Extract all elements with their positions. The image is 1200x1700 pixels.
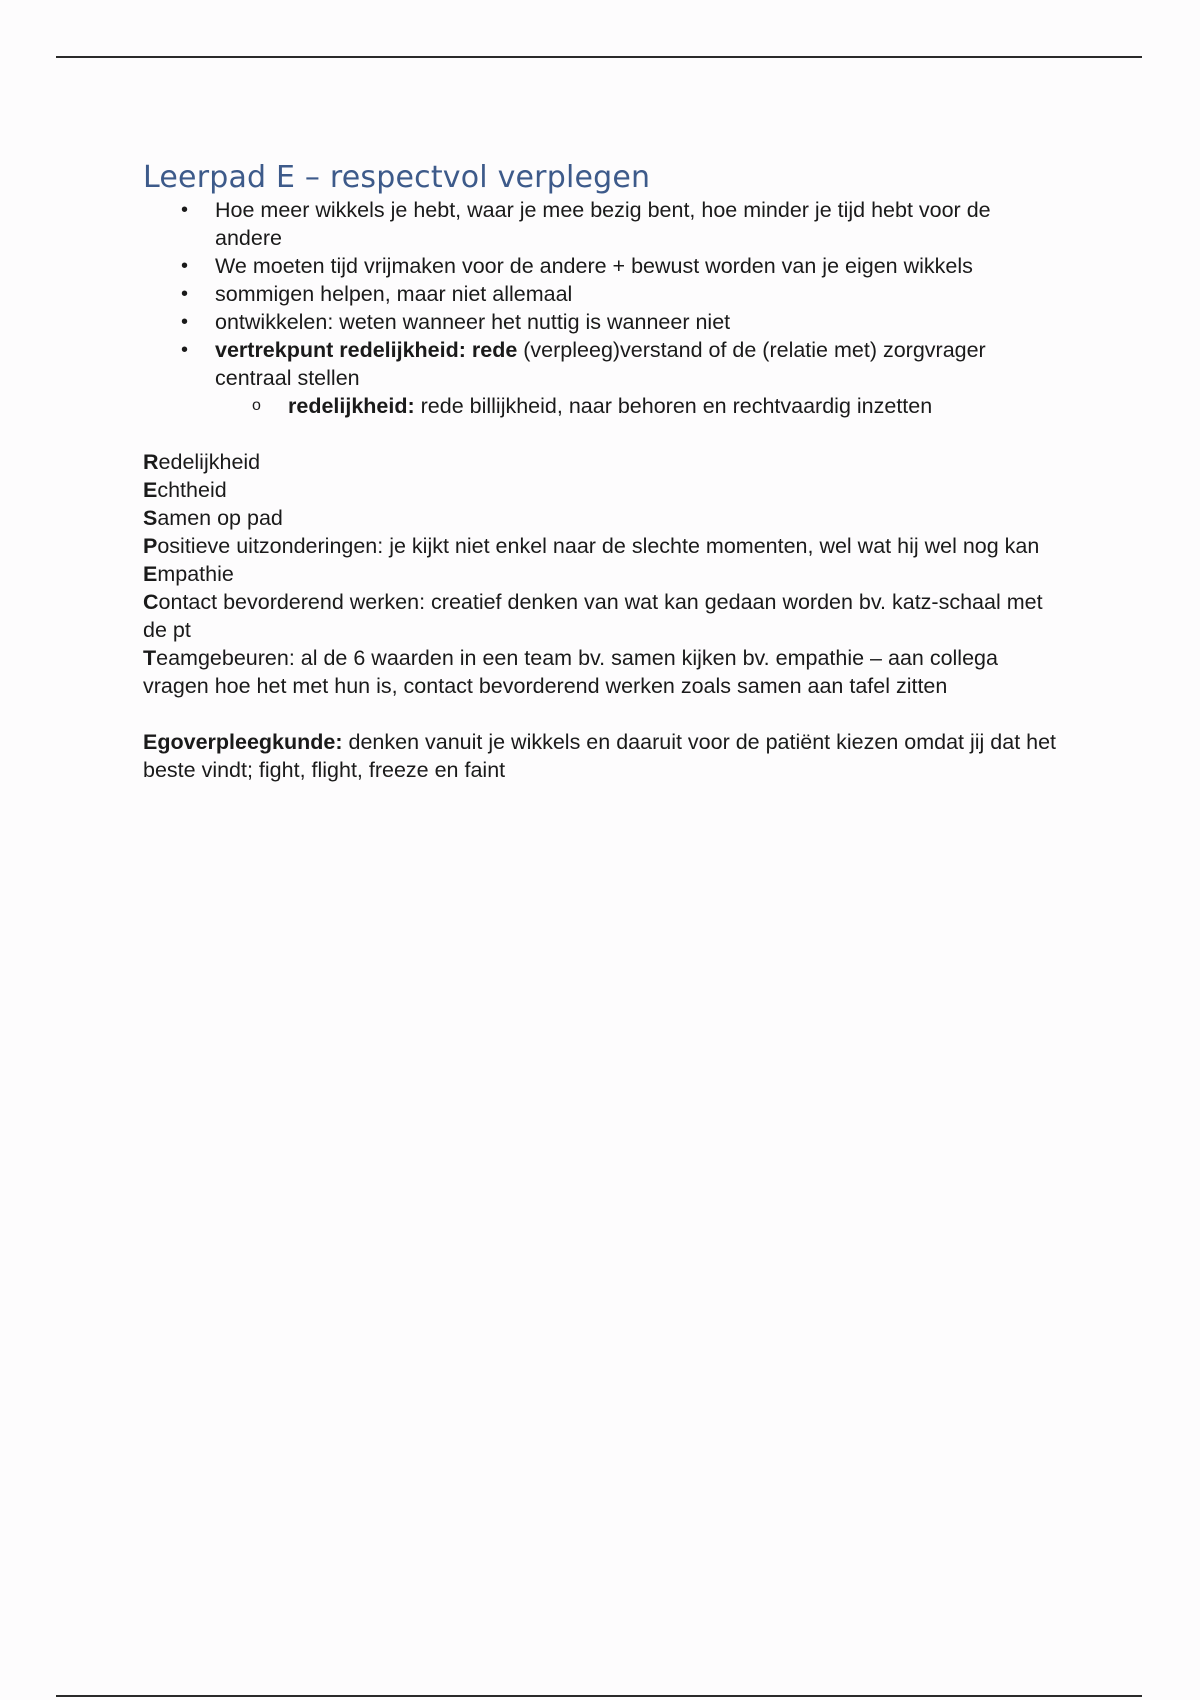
page-title: Leerpad E – respectvol verplegen: [143, 160, 651, 195]
bullet-list: [143, 196, 1063, 420]
list-item-text: Hoe meer wikkels je hebt, waar je mee bezig bent, hoe minder je tijd hebt voor de andere: [215, 198, 991, 250]
list-item-bold-text: vertrekpunt redelijkheid: rede: [215, 338, 518, 362]
acronym-text: eamgebeuren: al de 6 waarden in een team bv. samen kijken bv. empathie – aan collega vragen hoe het met hun is, contact bevorderend werken zoals samen aan tafel zitten: [143, 646, 998, 698]
circle-bullet-icon: o: [252, 397, 261, 414]
top-rule: [56, 56, 1142, 58]
definition-text: denken vanuit je wikkels en daaruit voor de patiënt kiezen omdat jij dat het beste vindt; fight, flight, freeze en faint: [143, 730, 1057, 782]
acronym-line: [143, 644, 1063, 700]
list-item: [143, 252, 1063, 280]
acronym-text: mpathie: [157, 562, 234, 586]
acronym-line: [143, 560, 1063, 588]
acronym-text: edelijkheid: [158, 450, 261, 474]
acronym-letter: C: [143, 590, 159, 614]
list-item-text: (verpleeg)verstand of de (relatie met) zorgvrager centraal stellen: [215, 338, 986, 390]
acronym-letter: S: [143, 506, 158, 530]
bullet-icon: •: [181, 339, 189, 361]
list-item: [143, 308, 1063, 336]
acronym-block: [143, 448, 1063, 700]
sub-bullet-list: [215, 392, 1063, 420]
list-item: [143, 336, 1063, 420]
acronym-text: amen op pad: [157, 506, 283, 530]
acronym-line: [143, 532, 1063, 560]
bottom-rule: [56, 1695, 1142, 1697]
acronym-line: [143, 448, 1063, 476]
list-item-text: sommigen helpen, maar niet allemaal: [215, 282, 573, 306]
list-item-text: ontwikkelen: weten wanneer het nuttig is wanneer niet: [215, 310, 731, 334]
definition-term: Egoverpleegkunde:: [143, 730, 343, 754]
bullet-icon: •: [181, 199, 189, 221]
list-item: [143, 196, 1063, 252]
bullet-icon: •: [181, 311, 189, 333]
bullet-icon: •: [181, 283, 189, 305]
acronym-letter: P: [143, 534, 158, 558]
list-item: [143, 280, 1063, 308]
sub-list-item-bold-text: redelijkheid:: [288, 394, 415, 418]
acronym-line: [143, 476, 1063, 504]
acronym-letter: E: [143, 478, 158, 502]
acronym-text: ontact bevorderend werken: creatief denken van wat kan gedaan worden bv. katz-schaal met de pt: [143, 590, 1043, 642]
acronym-letter: R: [143, 450, 159, 474]
acronym-text: chtheid: [157, 478, 227, 502]
acronym-letter: E: [143, 562, 158, 586]
acronym-line: [143, 504, 1063, 532]
sub-list-item-text: rede billijkheid, naar behoren en rechtvaardig inzetten: [414, 394, 933, 418]
bullet-icon: •: [181, 255, 189, 277]
ego-paragraph: [143, 728, 1063, 784]
list-item-text: We moeten tijd vrijmaken voor de andere + bewust worden van je eigen wikkels: [215, 254, 973, 278]
document-body: [143, 160, 1063, 784]
acronym-letter: T: [143, 646, 157, 670]
acronym-line: [143, 588, 1063, 644]
acronym-text: ositieve uitzonderingen: je kijkt niet enkel naar de slechte momenten, wel wat hij wel nog kan: [157, 534, 1040, 558]
sub-list-item: [143, 392, 1063, 420]
